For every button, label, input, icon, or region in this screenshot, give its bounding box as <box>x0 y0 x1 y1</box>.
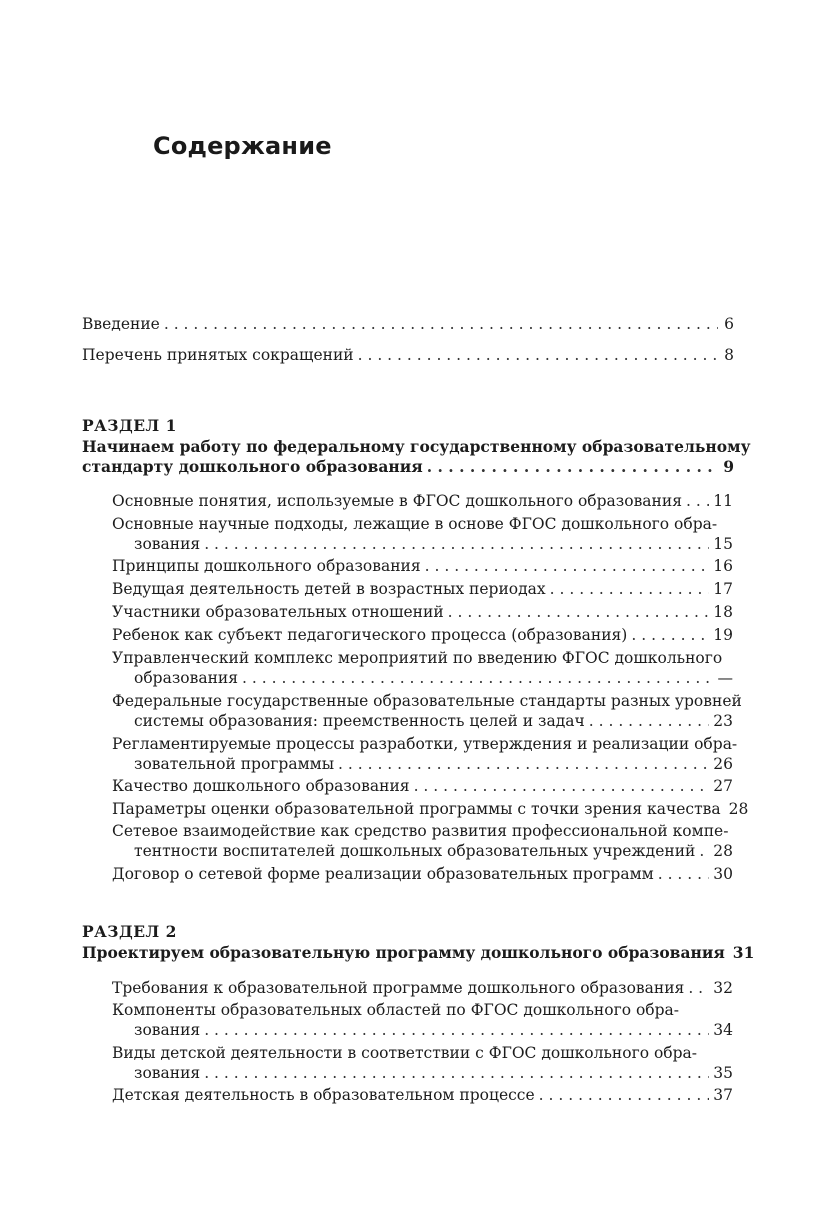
toc-leader-dots <box>631 625 709 645</box>
toc-entry-introduction[interactable] <box>82 314 734 334</box>
toc-entry-label: Ребенок как субъект педагогического процесса (образования) <box>112 626 628 644</box>
toc-page-number: 11 <box>713 492 733 510</box>
toc-entry[interactable] <box>112 776 733 796</box>
toc-entry[interactable] <box>134 754 733 774</box>
toc-entry[interactable] <box>112 579 733 599</box>
toc-entry-label: Участники образовательных отношений <box>112 603 444 621</box>
toc-leader-dots <box>688 978 709 998</box>
toc-leader-dots <box>427 457 718 477</box>
toc-page-number: 16 <box>713 557 733 575</box>
toc-leader-dots <box>414 776 710 796</box>
toc-entry[interactable] <box>112 978 733 998</box>
toc-entry[interactable] <box>112 491 733 511</box>
toc-leader-dots <box>204 1063 709 1083</box>
toc-page-number: 31 <box>732 943 755 962</box>
toc-entry[interactable] <box>134 1020 733 1040</box>
toc-entry-label: зования <box>134 535 201 553</box>
toc-page-number: 35 <box>713 1064 733 1082</box>
toc-entry-label: Ведущая деятельность детей в возрастных периодах <box>112 580 546 598</box>
section-2-heading: РАЗДЕЛ 2 <box>82 922 177 941</box>
toc-leader-dots <box>358 345 718 365</box>
toc-entry-line1: Управленческий комплекс мероприятий по введению ФГОС дошкольного <box>112 649 723 667</box>
toc-page-number: 34 <box>713 1021 733 1039</box>
section-2-title[interactable] <box>82 943 755 963</box>
section-1-title-line2: стандарту дошкольного образования <box>82 457 423 476</box>
toc-entry[interactable] <box>112 799 749 819</box>
toc-entry[interactable] <box>134 841 733 861</box>
toc-page-number: 18 <box>713 603 733 621</box>
toc-entry-line1: Сетевое взаимодействие как средство развития профессиональной компе- <box>112 822 729 840</box>
toc-entry[interactable] <box>134 668 733 688</box>
toc-entry-label: зовательной программы <box>134 755 335 773</box>
section-1-title-line1: Начинаем работу по федеральному государственному образовательному <box>82 437 751 456</box>
toc-page-number: 19 <box>713 626 733 644</box>
toc-entry[interactable] <box>112 602 733 622</box>
toc-page-number: 8 <box>724 346 734 364</box>
toc-page-number: 28 <box>728 800 749 818</box>
toc-entry-label: Введение <box>82 315 160 333</box>
page-title: Содержание <box>153 132 332 160</box>
toc-entry-label: Требования к образовательной программе дошкольного образования <box>112 979 685 997</box>
toc-leader-dots <box>164 314 718 334</box>
toc-entry-label: Принципы дошкольного образования <box>112 557 421 575</box>
toc-leader-dots <box>204 534 709 554</box>
toc-entry[interactable] <box>134 534 733 554</box>
toc-page-number: 17 <box>713 580 733 598</box>
toc-leader-dots <box>686 491 709 511</box>
toc-entry[interactable] <box>112 1085 733 1105</box>
toc-entry-label: системы образования: преемственность целей и задач <box>134 712 585 730</box>
toc-entry[interactable] <box>112 625 733 645</box>
toc-page-number: — <box>717 669 733 687</box>
toc-entry-label: Детская деятельность в образовательном процессе <box>112 1086 535 1104</box>
toc-page-number: 6 <box>724 315 734 333</box>
toc-entry-line1: Регламентируемые процессы разработки, утверждения и реализации обра- <box>112 735 738 753</box>
toc-entry-line1: Компоненты образовательных областей по ФГОС дошкольного обра- <box>112 1001 680 1019</box>
toc-entry-label: Перечень принятых сокращений <box>82 346 354 364</box>
toc-page-number: 37 <box>713 1086 733 1104</box>
toc-page-number: 23 <box>713 712 733 730</box>
toc-entry-label: зования <box>134 1021 201 1039</box>
toc-page-number: 26 <box>713 755 733 773</box>
toc-entry-line1: Федеральные государственные образовательные стандарты разных уровней <box>112 692 742 710</box>
toc-leader-dots <box>589 711 710 731</box>
toc-leader-dots <box>699 841 709 861</box>
toc-page-number: 28 <box>713 842 733 860</box>
toc-page-number: 30 <box>713 865 733 883</box>
toc-entry-label: Параметры оценки образовательной программы с точки зрения качества <box>112 800 721 818</box>
toc-entry-abbreviations[interactable] <box>82 345 734 365</box>
section-1-title[interactable] <box>82 457 734 477</box>
toc-leader-dots <box>539 1085 710 1105</box>
section-1-heading: РАЗДЕЛ 1 <box>82 416 177 435</box>
toc-leader-dots <box>338 754 709 774</box>
section-2-title-label: Проектируем образовательную программу дошкольного образования <box>82 943 725 962</box>
toc-entry-label: Договор о сетевой форме реализации образовательных программ <box>112 865 654 883</box>
toc-entry-line1: Виды детской деятельности в соответствии с ФГОС дошкольного обра- <box>112 1044 698 1062</box>
toc-leader-dots <box>242 668 713 688</box>
toc-leader-dots <box>658 864 710 884</box>
toc-entry[interactable] <box>134 711 733 731</box>
toc-page-number: 15 <box>713 535 733 553</box>
toc-entry-label: Качество дошкольного образования <box>112 777 410 795</box>
toc-entry-label: зования <box>134 1064 201 1082</box>
toc-page-number: 32 <box>713 979 733 997</box>
toc-entry[interactable] <box>112 556 733 576</box>
toc-leader-dots <box>448 602 710 622</box>
toc-leader-dots <box>425 556 710 576</box>
toc-entry[interactable] <box>112 864 733 884</box>
toc-entry-line1: Основные научные подходы, лежащие в основе ФГОС дошкольного обра- <box>112 515 718 533</box>
toc-entry-label: образования <box>134 669 239 687</box>
toc-page-number: 9 <box>723 457 734 476</box>
toc-page-number: 27 <box>713 777 733 795</box>
toc-entry-label: тентности воспитателей дошкольных образовательных учреждений <box>134 842 696 860</box>
toc-entry[interactable] <box>134 1063 733 1083</box>
toc-entry-label: Основные понятия, используемые в ФГОС дошкольного образования <box>112 492 682 510</box>
toc-leader-dots <box>550 579 710 599</box>
toc-leader-dots <box>204 1020 709 1040</box>
